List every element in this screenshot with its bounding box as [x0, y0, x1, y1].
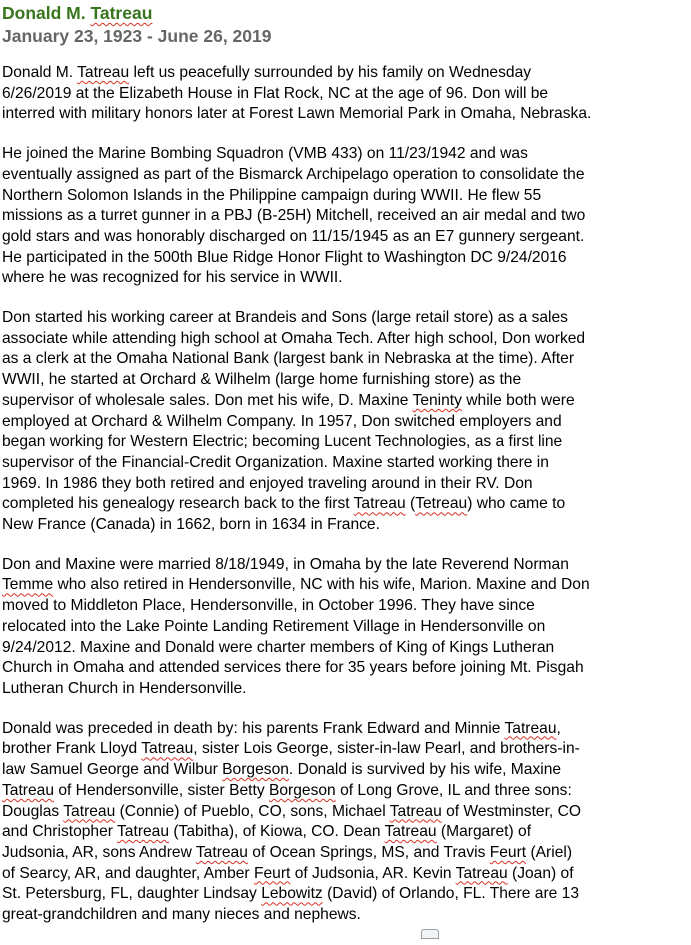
misspelled-word[interactable]: Feurt [489, 843, 527, 861]
text-line [2, 494, 689, 515]
text-line [2, 575, 689, 596]
misspelled-word[interactable]: Tatreau [384, 823, 437, 841]
text-segment: left us peacefully surrounded by his family on Wednesday [129, 64, 532, 81]
text-segment: ) who came to [467, 495, 566, 513]
text-segment: associate while attending high school at Omaha Tech. After high school, Don worked [2, 329, 586, 347]
text-line [2, 165, 689, 186]
obituary-text [2, 63, 689, 926]
text-line [2, 370, 689, 391]
text-line [2, 760, 689, 781]
text-line [2, 63, 689, 84]
text-segment: of Long Grove, IL and three sons: [335, 781, 572, 799]
paragraph-1 [2, 63, 689, 125]
text-segment: Donald was preceded in death by: his parents Frank Edward and Minnie [2, 719, 505, 737]
text-segment: , sister Lois George, sister-in-law Pearl, and brothers-in- [193, 740, 580, 758]
text-line [2, 453, 689, 474]
text-segment: brother Frank Lloyd [2, 740, 142, 758]
text-line [2, 349, 689, 370]
text-line [2, 268, 689, 289]
text-line [2, 658, 689, 679]
misspelled-word[interactable]: Tatreau [353, 495, 406, 513]
text-segment: (Tabitha), of Kiowa, CO. Dean [169, 823, 385, 841]
misspelled-word[interactable]: Tatreau [504, 719, 557, 737]
text-segment: He joined the Marine Bombing Squadron (VMB 433) on 11/23/1942 and was [2, 145, 528, 163]
text-line [2, 206, 689, 227]
text-line [2, 884, 689, 905]
paragraph-3 [2, 308, 689, 536]
misspelled-word[interactable]: Tetreau [415, 495, 468, 513]
text-line [2, 638, 689, 659]
text-segment: WWII, he started at Orchard & Wilhelm (large home furnishing store) as the [2, 371, 522, 389]
text-segment: Judsonia, AR, sons Andrew [2, 843, 196, 861]
misspelled-word[interactable]: Tatreau [389, 802, 442, 820]
misspelled-word[interactable]: Tatreau [63, 802, 116, 820]
text-segment: interred with military honors later at Forest Lawn Memorial Park in Omaha, Nebraska. [2, 105, 592, 123]
obituary-dates: January 23, 1923 - June 26, 2019 [2, 26, 272, 46]
text-segment: He participated in the 500th Blue Ridge Honor Flight to Washington DC 9/24/2016 [2, 248, 567, 266]
text-line [2, 329, 689, 350]
text-line [2, 104, 689, 125]
title-prefix: Donald M. [2, 3, 91, 23]
paragraph-2 [2, 144, 689, 289]
text-line [2, 617, 689, 638]
text-segment: missions as a turret gunner in a PBJ (B-25H) Mitchell, received an air medal and two [2, 207, 586, 225]
text-line [2, 719, 689, 740]
text-segment: supervisor of the Financial-Credit Organization. Maxine started working there in [2, 453, 549, 471]
text-line [2, 864, 689, 885]
obituary-title [2, 2, 689, 24]
text-segment: Church in Omaha and attended services there for 35 years before joining Mt. Pisgah [2, 659, 584, 677]
paragraph-4 [2, 555, 689, 700]
text-segment: of Westminster, CO [441, 802, 581, 820]
text-line [2, 308, 689, 329]
misspelled-word[interactable]: Borgeson [222, 761, 289, 779]
text-segment: as a clerk at the Omaha National Bank (largest bank in Nebraska at the time). After [2, 350, 575, 368]
text-segment: employed at Orchard & Wilhelm Company. In 1957, Don switched employers and [2, 412, 562, 430]
text-segment: and Christopher [2, 823, 118, 841]
text-segment: law Samuel George and Wilbur [2, 761, 223, 779]
misspelled-word[interactable]: Teninty [412, 391, 462, 409]
text-line [2, 248, 689, 269]
text-segment: Donald M. [2, 64, 78, 81]
text-line [2, 843, 689, 864]
text-segment: Lutheran Church in Hendersonville. [2, 679, 247, 697]
text-segment: 9/24/2012. Maxine and Donald were charter members of King of Kings Lutheran [2, 638, 555, 656]
text-segment: New France (Canada) in 1662, born in 1634 in France. [2, 516, 380, 534]
misspelled-word[interactable]: Feurt [253, 864, 291, 882]
text-line [2, 84, 689, 105]
text-segment: completed his genealogy research back to the first [2, 495, 354, 513]
text-segment: moved to Middleton Place, Hendersonville, in October 1996. They have since [2, 597, 535, 615]
text-segment: where he was recognized for his service in WWII. [2, 269, 343, 287]
text-segment: 1969. In 1986 they both retired and enjoyed traveling around in their RV. Don [2, 474, 533, 492]
text-segment: of Ocean Springs, MS, and Travis [247, 843, 490, 861]
text-line [2, 474, 689, 495]
text-segment: relocated into the Lake Pointe Landing Retirement Village in Hendersonville on [2, 617, 546, 635]
text-line [2, 679, 689, 700]
text-segment: (Joan) of [507, 864, 574, 882]
misspelled-word[interactable]: Tatreau [77, 64, 130, 81]
text-segment: (Ariel) [526, 843, 573, 861]
text-line [2, 432, 689, 453]
misspelled-word[interactable]: Tatreau [141, 740, 194, 758]
paragraph-5 [2, 719, 689, 926]
text-segment: began working for Western Electric; becoming Lucent Technologies, as a first line [2, 433, 563, 451]
text-segment: of Judsonia, AR. Kevin [290, 864, 456, 882]
text-segment: gold stars and was honorably discharged on 11/15/1945 as an E7 gunnery sergeant. [2, 227, 585, 245]
misspelled-word[interactable]: Tatreau [117, 823, 170, 841]
scroll-handle[interactable] [421, 929, 439, 939]
text-segment: Don started his working career at Brandeis and Sons (large retail store) as a sales [2, 309, 568, 327]
title-surname-misspelled[interactable]: Tatreau [90, 3, 153, 23]
text-segment: ( [405, 495, 416, 513]
text-line [2, 186, 689, 207]
text-segment: of Searcy, AR, and daughter, Amber [2, 864, 254, 882]
text-segment: (Margaret) of [436, 823, 532, 841]
text-line [2, 739, 689, 760]
text-line [2, 227, 689, 248]
misspelled-word[interactable]: Tatreau [195, 843, 248, 861]
text-segment: supervisor of wholesale sales. Don met his wife, D. Maxine [2, 391, 413, 409]
text-segment: (David) of Orlando, FL. There are 13 [322, 885, 579, 903]
text-segment: . Donald is survived by his wife, Maxine [288, 761, 562, 779]
text-line [2, 555, 689, 576]
text-segment: of Hendersonville, sister Betty [54, 781, 269, 799]
text-segment: Douglas [2, 802, 64, 820]
text-line [2, 781, 689, 802]
misspelled-word[interactable]: Borgeson [268, 781, 336, 799]
text-segment: (Connie) of Pueblo, CO, sons, Michael [115, 802, 390, 820]
text-line [2, 515, 689, 536]
text-segment: Don and Maxine were married 8/18/1949, in Omaha by the late Reverend Norman [2, 555, 569, 573]
misspelled-word[interactable]: Tatreau [2, 781, 55, 799]
misspelled-word[interactable]: Tatreau [455, 864, 508, 882]
text-line [2, 905, 689, 926]
text-segment: , [556, 719, 561, 737]
misspelled-word[interactable]: Temme [2, 576, 54, 594]
text-segment: Northern Solomon Islands in the Philippine campaign during WWII. He flew 55 [2, 186, 542, 204]
text-segment: 6/26/2019 at the Elizabeth House in Flat Rock, NC at the age of 96. Don will be [2, 84, 549, 102]
text-line [2, 596, 689, 617]
text-segment: while both were [461, 391, 575, 409]
text-segment: who also retired in Hendersonville, NC with his wife, Marion. Maxine and Don [53, 576, 590, 594]
text-line [2, 822, 689, 843]
text-segment: eventually assigned as part of the Bismarck Archipelago operation to consolidate the [2, 165, 585, 183]
text-segment: great-grandchildren and many nieces and nephews. [2, 906, 361, 924]
text-segment: St. Petersburg, FL, daughter Lindsay [2, 885, 262, 903]
text-line [2, 144, 689, 165]
misspelled-word[interactable]: Lebowitz [261, 885, 323, 903]
text-line [2, 802, 689, 823]
document-body[interactable] [2, 2, 689, 945]
text-line [2, 391, 689, 412]
text-line [2, 412, 689, 433]
